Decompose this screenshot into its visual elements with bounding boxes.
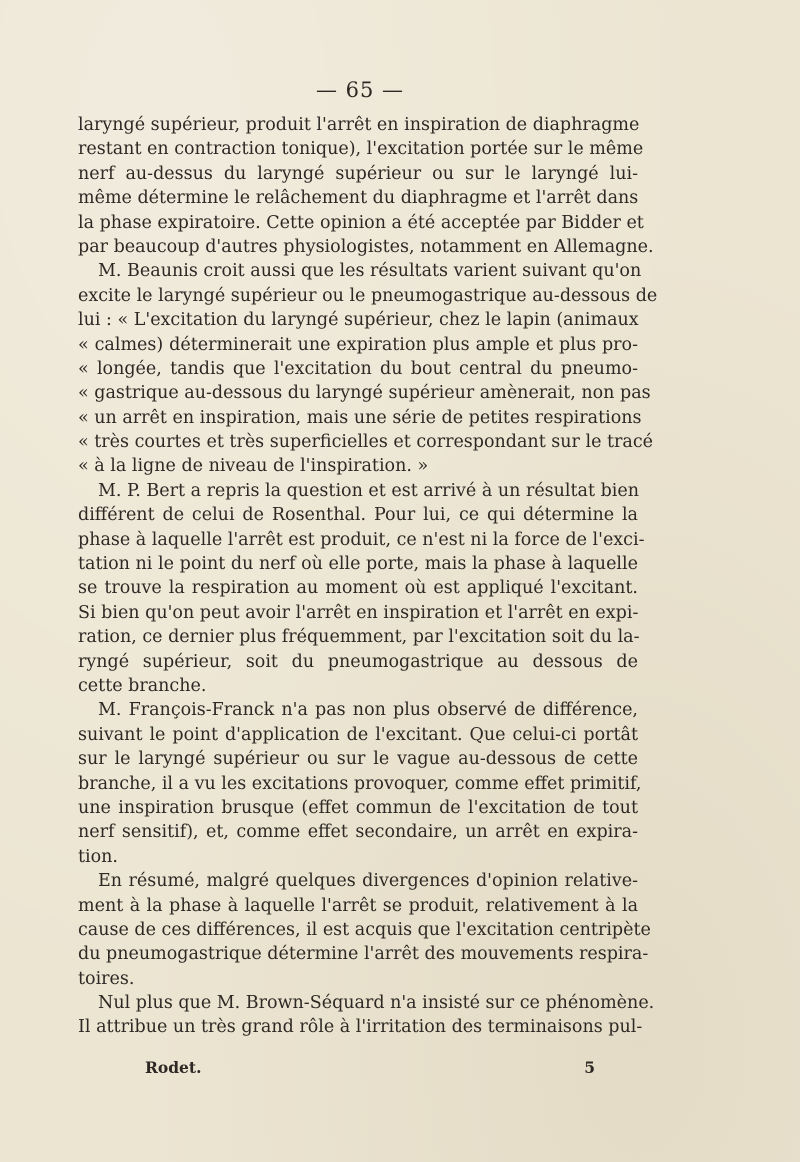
text-line: ration, ce dernier plus fréquemment, par l'excitation soit du la- bbox=[78, 627, 640, 648]
text-line: Il attribue un très grand rôle à l'irritation des terminaisons pul- bbox=[78, 1017, 643, 1038]
text-line: Nul plus que M. Brown-Séquard n'a insisté sur ce phénomène. bbox=[98, 993, 655, 1014]
text-line: lui : « L'excitation du laryngé supérieur, chez le lapin (animaux bbox=[78, 310, 639, 331]
text-line: la phase expiratoire. Cette opinion a été acceptée par Bidder et bbox=[78, 212, 644, 233]
text-line: sur le laryngé supérieur ou sur le vague au-dessous de cette bbox=[78, 749, 638, 770]
footer-author: Rodet. bbox=[145, 1058, 202, 1077]
text-line: une inspiration brusque (effet commun de l'excitation de tout bbox=[78, 797, 638, 818]
text-line: suivant le point d'application de l'excitant. Que celui-ci portât bbox=[78, 724, 638, 745]
text-line: excite le laryngé supérieur ou le pneumogastrique au-dessous de bbox=[78, 285, 658, 306]
text-line: branche, il a vu les excitations provoquer, comme effet primitif, bbox=[78, 773, 642, 794]
text-line: tion. bbox=[78, 846, 118, 867]
text-line: par beaucoup d'autres physiologistes, notamment en Allemagne. bbox=[78, 236, 654, 257]
page-number: — 65 — bbox=[315, 78, 405, 102]
text-line: M. P. Bert a repris la question et est arrivé à un résultat bien bbox=[98, 480, 640, 501]
text-line: se trouve la respiration au moment où est appliqué l'excitant. bbox=[78, 578, 638, 599]
text-line: « gastrique au-dessous du laryngé supérieur amènerait, non pas bbox=[78, 383, 651, 404]
text-line: M. François-Franck n'a pas non plus observé de différence, bbox=[98, 700, 638, 721]
text-line: ryngé supérieur, soit du pneumogastrique au dessous de bbox=[78, 651, 638, 672]
text-line: tation ni le point du nerf où elle porte, mais la phase à laquelle bbox=[78, 554, 638, 575]
text-line: nerf sensitif), et, comme effet secondaire, un arrêt en expira- bbox=[78, 822, 638, 843]
body-text bbox=[78, 113, 658, 1040]
text-line: « très courtes et très superficielles et correspondant sur le tracé bbox=[78, 432, 653, 453]
text-line: laryngé supérieur, produit l'arrêt en inspiration de diaphragme bbox=[78, 115, 640, 135]
text-line: « longée, tandis que l'excitation du bout central du pneumo- bbox=[78, 358, 638, 379]
text-line: Si bien qu'on peut avoir l'arrêt en inspiration et l'arrêt en expi- bbox=[78, 602, 639, 623]
text-line: cette branche. bbox=[78, 675, 207, 696]
signature-mark: 5 bbox=[584, 1058, 595, 1077]
text-line: « un arrêt en inspiration, mais une série de petites respirations bbox=[78, 407, 642, 428]
text-line: M. Beaunis croit aussi que les résultats varient suivant qu'on bbox=[98, 261, 642, 282]
text-line: différent de celui de Rosenthal. Pour lui, ce qui détermine la bbox=[78, 505, 638, 526]
text-line: ment à la phase à laquelle l'arrêt se produit, relativement à la bbox=[78, 895, 638, 916]
text-line: En résumé, malgré quelques divergences d'opinion relative- bbox=[98, 871, 638, 892]
text-line: « à la ligne de niveau de l'inspiration. » bbox=[78, 456, 429, 477]
text-line: nerf au-dessus du laryngé supérieur ou sur le laryngé lui- bbox=[78, 163, 638, 184]
text-line: cause de ces différences, il est acquis que l'excitation centripète bbox=[78, 919, 651, 940]
text-line: toires. bbox=[78, 968, 135, 989]
text-line: du pneumogastrique détermine l'arrêt des mouvements respira- bbox=[78, 944, 649, 965]
text-line: « calmes) déterminerait une expiration plus ample et plus pro- bbox=[78, 334, 638, 355]
text-line: phase à laquelle l'arrêt est produit, ce n'est ni la force de l'exci- bbox=[78, 529, 645, 550]
text-line: restant en contraction tonique), l'excitation portée sur le même bbox=[78, 139, 644, 160]
text-line: même détermine le relâchement du diaphragme et l'arrêt dans bbox=[78, 188, 639, 209]
